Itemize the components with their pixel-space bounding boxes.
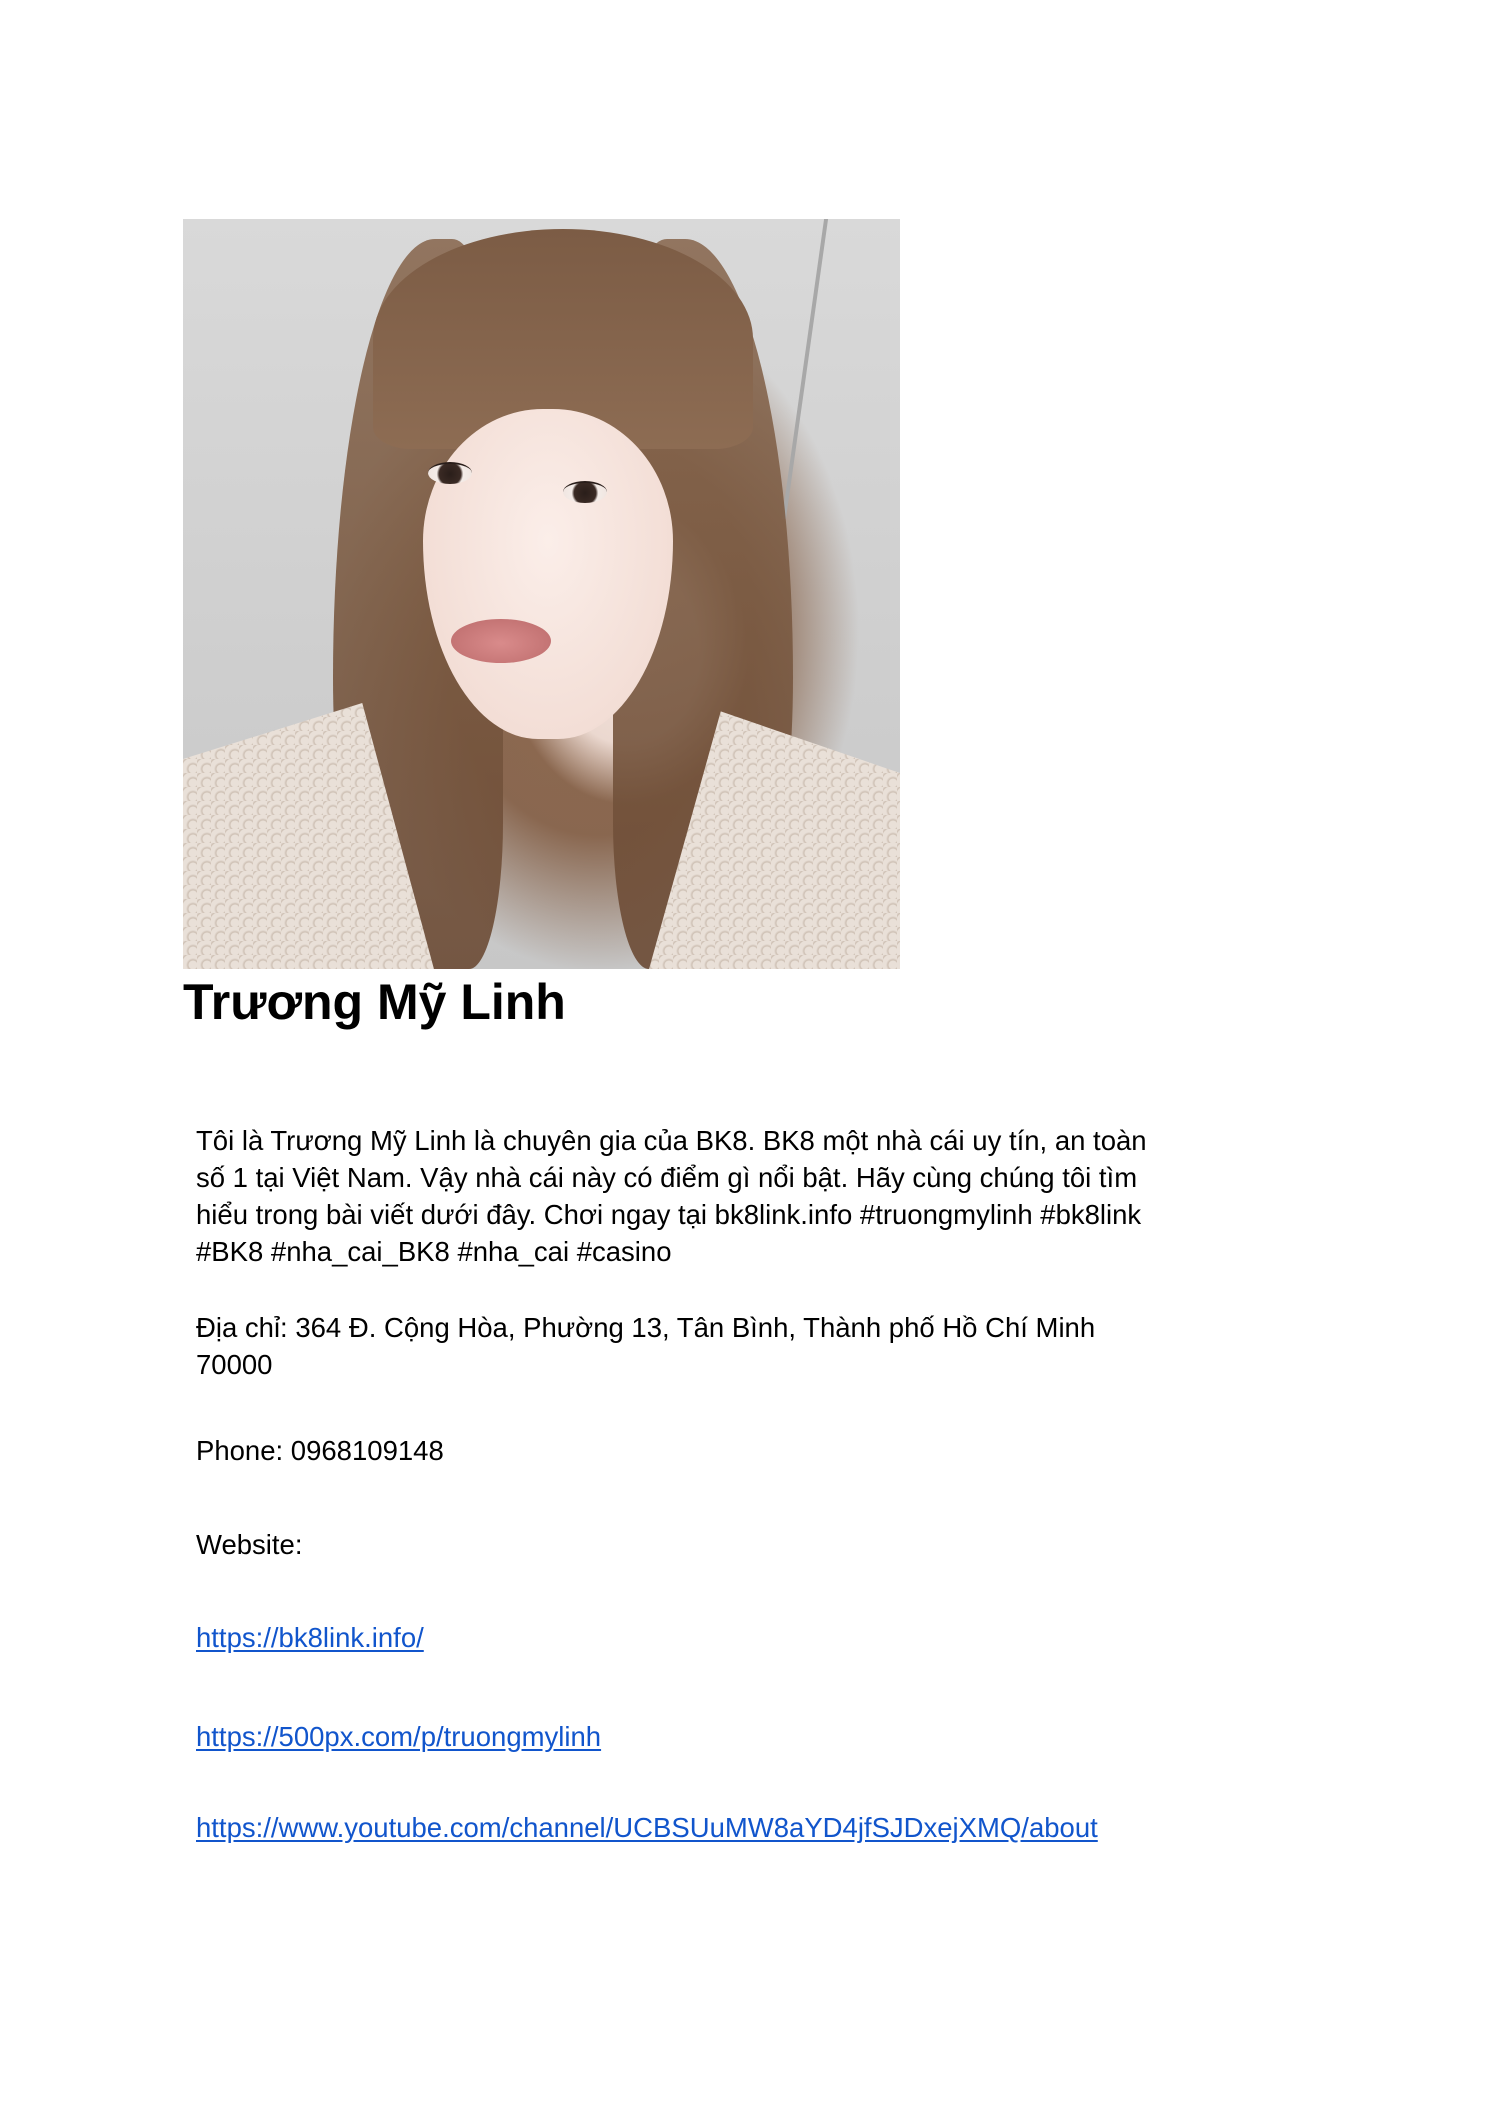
- photo-lips: [451, 619, 551, 663]
- photo-wall-line: [782, 219, 828, 519]
- address-text: Địa chỉ: 364 Đ. Cộng Hòa, Phường 13, Tân Bình, Thành phố Hồ Chí Minh 70000: [196, 1312, 1096, 1380]
- bio-paragraph: Tôi là Trương Mỹ Linh là chuyên gia của BK8. BK8 một nhà cái uy tín, an toàn số 1 tại Việt Nam. Vậy nhà cái này có điểm gì nổi bật. Hãy cùng chúng tôi tìm hiểu trong bài viết dưới đây. Chơi ngay tại bk8link.info #truongmylinh #bk8link #BK8 #nha_cai_BK8 #nha_cai #casino: [196, 1125, 1147, 1267]
- link-bk8link[interactable]: https://bk8link.info/: [196, 1622, 424, 1653]
- website-label: Website:: [196, 1529, 303, 1560]
- profile-photo: [183, 219, 900, 969]
- link-500px[interactable]: https://500px.com/p/truongmylinh: [196, 1721, 602, 1752]
- phone-text: Phone: 0968109148: [196, 1435, 444, 1466]
- photo-eye-right: [563, 481, 607, 503]
- profile-name: Trương Mỹ Linh: [183, 974, 566, 1030]
- link-youtube[interactable]: https://www.youtube.com/channel/UCBSUuMW8aYD4jfSJDxejXMQ/about: [196, 1812, 1098, 1843]
- photo-eye-left: [428, 462, 472, 484]
